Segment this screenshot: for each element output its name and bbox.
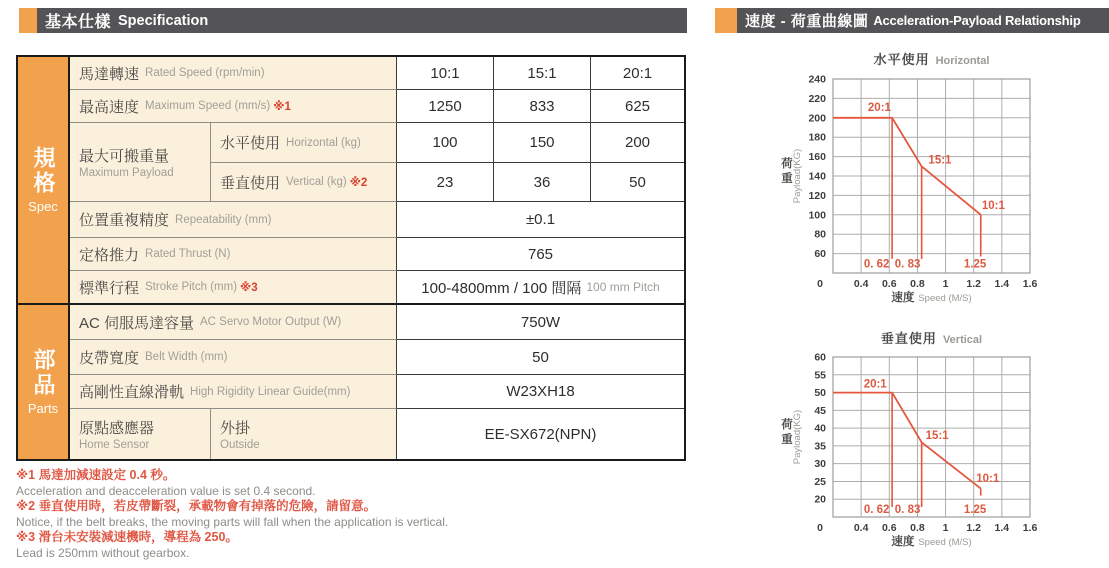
svg-text:55: 55 [814, 369, 826, 382]
svg-text:0. 83: 0. 83 [894, 504, 921, 517]
svg-text:20:1: 20:1 [867, 102, 891, 115]
payload-horizontal-en: Horizontal (kg) [286, 136, 361, 149]
footnote-6: Lead is 250mm without gearbox. [16, 545, 190, 560]
rated-thrust-en: Rated Thrust (N) [145, 248, 231, 260]
servo-output-en: AC Servo Motor Output (W) [200, 316, 342, 328]
row-max-speed-label [70, 90, 397, 123]
svg-text:1: 1 [942, 522, 949, 534]
svg-text:35: 35 [814, 440, 826, 453]
svg-text:0: 0 [817, 278, 823, 290]
repeatability-zh: 位置重複精度 [79, 212, 170, 229]
svg-text:0.4: 0.4 [853, 278, 869, 290]
section-spec-sidebar [18, 57, 70, 305]
svg-text:80: 80 [814, 228, 826, 241]
svg-text:100: 100 [808, 209, 826, 222]
svg-text:200: 200 [808, 112, 826, 125]
row-home-sensor-label [70, 409, 211, 459]
svg-text:1: 1 [942, 278, 949, 290]
payload-horizontal-value-1: 100 [397, 123, 494, 163]
vertical-usage-chart [770, 322, 1109, 568]
motor-speed-en: Rated Speed (rpm/min) [145, 67, 265, 79]
chart-header-bar [737, 8, 1109, 33]
belt-width-value: 50 [397, 340, 684, 375]
home-sensor-zh: 原點感應器 [79, 420, 155, 437]
svg-text:25: 25 [814, 475, 826, 488]
svg-text:160: 160 [808, 151, 826, 164]
svg-text:10:1: 10:1 [976, 472, 1000, 485]
home-sensor-mount-zh: 外掛 [220, 420, 251, 437]
row-payload-vertical-label [211, 163, 397, 202]
section-spec-label-zh: 規格 [31, 146, 56, 196]
payload-vertical-note: ※2 [349, 177, 368, 189]
svg-text:0. 62: 0. 62 [863, 258, 890, 271]
spec-header-bar [37, 8, 687, 33]
section-spec-label-en: Spec [28, 199, 58, 214]
row-max-payload-label [70, 123, 211, 202]
stroke-pitch-value-suffix: 100 mm Pitch [586, 280, 660, 294]
row-servo-output-label [70, 305, 397, 340]
payload-horizontal-value-3: 200 [591, 123, 684, 163]
svg-text:0.4: 0.4 [853, 522, 869, 534]
svg-text:0. 62: 0. 62 [863, 504, 890, 517]
payload-horizontal-value-2: 150 [494, 123, 591, 163]
max-payload-zh: 最大可搬重量 [79, 148, 170, 165]
svg-text:0: 0 [817, 522, 823, 534]
repeatability-value: ±0.1 [397, 202, 684, 238]
footnote-3: ※2 垂直使用時，若皮帶斷裂，承載物會有掉落的危險，請留意。 [16, 499, 377, 513]
svg-text:20: 20 [814, 493, 826, 506]
svg-text:荷: 荷 [781, 419, 793, 431]
svg-text:重: 重 [781, 434, 793, 446]
max-speed-zh: 最高速度 [79, 98, 140, 116]
svg-text:0.8: 0.8 [910, 522, 925, 534]
specification-table [16, 55, 686, 461]
svg-text:速度Speed (M/S): 速度 Speed (M/S) [891, 292, 972, 304]
repeatability-en: Repeatability (mm) [175, 213, 272, 226]
row-rated-thrust-label [70, 238, 397, 271]
svg-text:Payload(KG): Payload(KG) [792, 409, 803, 465]
svg-text:1.6: 1.6 [1022, 522, 1038, 534]
svg-text:30: 30 [814, 458, 826, 471]
footnotes [16, 468, 616, 561]
svg-text:1.2: 1.2 [966, 278, 982, 290]
svg-text:1.25: 1.25 [963, 258, 987, 271]
home-sensor-mount-en: Outside [220, 439, 260, 451]
linear-guide-zh: 高剛性直線滑軌 [79, 384, 185, 401]
svg-text:0. 83: 0. 83 [894, 258, 921, 271]
spec-header-title-en: Specification [118, 12, 209, 29]
svg-text:重: 重 [781, 173, 793, 185]
payload-vertical-value-2: 36 [494, 163, 591, 202]
section-parts-sidebar [18, 305, 70, 459]
motor-speed-zh: 馬達轉速 [79, 65, 140, 83]
max-speed-value-2: 833 [494, 90, 591, 123]
section-parts-label-zh: 部品 [31, 348, 56, 398]
horizontal-usage-chart [770, 48, 1109, 314]
svg-text:垂直使用Vertical: 垂直使用 Vertical [880, 331, 983, 346]
servo-output-value: 750W [397, 305, 684, 340]
svg-text:220: 220 [808, 92, 826, 105]
stroke-pitch-en: Stroke Pitch (mm) [145, 281, 238, 293]
svg-text:60: 60 [814, 248, 826, 261]
payload-horizontal-zh: 水平使用 [220, 135, 281, 152]
footnote-2: Acceleration and deacceleration value is set 0.4 second. [16, 483, 316, 498]
row-repeatability-label [70, 202, 397, 238]
chart-header-title-zh: 速度 - 荷重曲線圖 [745, 13, 869, 30]
svg-text:120: 120 [808, 189, 826, 202]
svg-text:20:1: 20:1 [863, 378, 887, 391]
chart-header-title-en: Acceleration-Payload Relationship [873, 13, 1081, 28]
belt-width-zh: 皮帶寬度 [79, 349, 140, 367]
home-sensor-en: Home Sensor [79, 439, 150, 451]
max-speed-value-3: 625 [591, 90, 684, 123]
svg-text:140: 140 [808, 170, 826, 183]
stroke-pitch-note: ※3 [240, 282, 258, 294]
linear-guide-en: High Rigidity Linear Guide(mm) [190, 385, 351, 398]
svg-text:15:1: 15:1 [925, 430, 949, 443]
svg-text:15:1: 15:1 [928, 154, 952, 167]
home-sensor-value: EE-SX672(NPN) [397, 409, 684, 459]
svg-text:10:1: 10:1 [981, 200, 1005, 213]
motor-speed-ratio-1: 10:1 [397, 57, 494, 90]
footnote-4: Notice, if the belt breaks, the moving parts will fall when the application is vertical. [16, 514, 449, 529]
svg-text:1.2: 1.2 [966, 522, 982, 534]
row-motor-speed-label [70, 57, 397, 90]
motor-speed-ratio-2: 15:1 [494, 57, 591, 90]
payload-vertical-en: Vertical (kg) [286, 176, 347, 188]
chart-header-accent-square [715, 8, 737, 33]
servo-output-zh: AC 伺服馬達容量 [79, 314, 195, 332]
svg-text:1.25: 1.25 [963, 504, 987, 517]
svg-text:1.4: 1.4 [994, 522, 1010, 534]
svg-text:0.6: 0.6 [881, 278, 897, 290]
svg-text:50: 50 [814, 387, 826, 400]
max-payload-en: Maximum Payload [79, 167, 174, 179]
spec-header-title-zh: 基本仕樣 [45, 14, 112, 31]
svg-text:1.4: 1.4 [994, 278, 1010, 290]
footnote-1: ※1 馬達加減速設定 0.4 秒。 [16, 468, 176, 482]
row-home-sensor-mount-label [211, 409, 397, 459]
section-parts-label-en: Parts [27, 401, 59, 416]
svg-text:40: 40 [814, 422, 826, 435]
row-payload-horizontal-label [211, 123, 397, 163]
svg-text:0.6: 0.6 [881, 522, 897, 534]
footnote-5: ※3 滑台未安裝減速機時，導程為 250。 [16, 530, 238, 544]
rated-thrust-zh: 定格推力 [79, 246, 140, 264]
svg-text:水平使用Horizontal: 水平使用 Horizontal [873, 52, 990, 67]
spec-header-accent-square [19, 8, 37, 33]
payload-vertical-value-1: 23 [397, 163, 494, 202]
payload-vertical-zh: 垂直使用 [220, 174, 281, 192]
motor-speed-ratio-3: 20:1 [591, 57, 684, 90]
stroke-pitch-value: 100-4800mm / 100 間隔 100 mm Pitch [397, 271, 684, 305]
max-speed-en: Maximum Speed (mm/s) [145, 100, 271, 112]
svg-text:240: 240 [808, 73, 826, 86]
svg-text:45: 45 [814, 404, 826, 417]
svg-text:0.8: 0.8 [910, 278, 925, 290]
svg-text:速度Speed (M/S): 速度 Speed (M/S) [891, 536, 972, 548]
payload-vertical-value-3: 50 [591, 163, 684, 202]
belt-width-en: Belt Width (mm) [145, 351, 228, 363]
svg-text:Payload(KG): Payload(KG) [792, 148, 803, 204]
rated-thrust-value: 765 [397, 238, 684, 271]
max-speed-note: ※1 [273, 101, 291, 113]
svg-text:60: 60 [814, 351, 826, 364]
svg-text:180: 180 [808, 131, 826, 144]
svg-text:荷: 荷 [781, 158, 793, 170]
stroke-pitch-zh: 標準行程 [79, 279, 140, 297]
max-speed-value-1: 1250 [397, 90, 494, 123]
row-belt-width-label [70, 340, 397, 375]
svg-text:1.6: 1.6 [1022, 278, 1038, 290]
row-linear-guide-label [70, 375, 397, 409]
row-stroke-pitch-label [70, 271, 397, 305]
linear-guide-value: W23XH18 [397, 375, 684, 409]
